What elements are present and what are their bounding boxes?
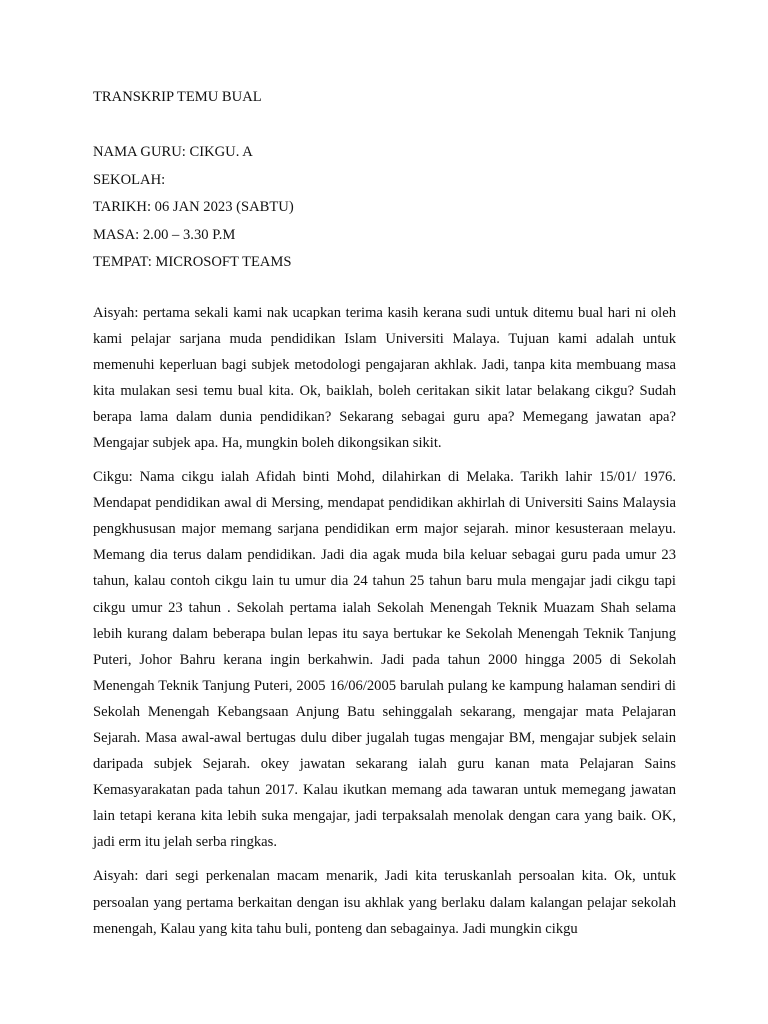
document-page (93, 84, 676, 950)
venue-line: TEMPAT: MICROSOFT TEAMS (93, 254, 292, 270)
transcript-paragraph-teacher-background: Cikgu: Nama cikgu ialah Afidah binti Mohd, dilahirkan di Melaka. Tarikh lahir 15/01/ 1976. Mendapat pendidikan awal di Mersing, mendapat pendidikan akhirlah di Universiti Sains Malaysia pengkhususan major memang sarjana pendidikan erm major sejarah. minor kesusteraan melayu. Memang dia terus dalam pendidikan. Jadi dia agak muda bila keluar sebagai guru pada umur 23 tahun, kalau contoh cikgu lain tu umur dia 24 tahun 25 tahun baru mula mengajar jadi cikgu tapi cikgu umur 23 tahun . Sekolah pertama ialah Sekolah Menengah Teknik Muazam Shah selama lebih kurang dalam beberapa bulan lepas itu saya bertukar ke Sekolah Menengah Teknik Tanjung Puteri, Johor Bahru kerana ingin berkahwin. Jadi pada tahun 2000 hingga 2005 di Sekolah Menengah Teknik Tanjung Puteri, 2005 16/06/2005 barulah pulang ke kampung halaman sendiri di Sekolah Menengah Kebangsaan Anjung Batu sehinggalah sekarang, mengajar mata Pelajaran Sejarah. Masa awal-awal bertugas dulu diber jugalah tugas mengajar BM, mengajar subjek selain daripada subjek Sejarah. okey jawatan sekarang ialah guru kanan mata Pelajaran Sains Kemasyarakatan pada tahun 2017. Kalau ikutkan memang ada tawaran untuk memegang jawatan lain tetapi kerana kita lebih suka mengajar, jadi terpaksalah menolak dengan cara yang baik. OK, jadi erm itu jelah serba ringkas. (93, 469, 676, 851)
time-line: MASA: 2.00 – 3.30 P.M (93, 226, 236, 243)
document-title: TRANSKRIP TEMU BUAL (93, 89, 262, 105)
interview-details (93, 139, 676, 277)
date-line: TARIKH: 06 JAN 2023 (SABTU) (93, 199, 294, 215)
transcript-paragraph-interviewer-intro: Aisyah: pertama sekali kami nak ucapkan terima kasih kerana sudi untuk ditemu bual hari ni oleh kami pelajar sarjana muda pendidikan Islam Universiti Malaya. Tujuan kami adalah untuk memenuhi keperluan bagi subjek metodologi pengajaran akhlak. Jadi, tanpa kita membuang masa kita mulakan sesi temu bual kita. Ok, baiklah, boleh ceritakan sikit latar belakang cikgu? Sudah berapa lama dalam dunia pendidikan? Sekarang sebagai guru apa? Memegang jawatan apa? Mengajar subjek apa. Ha, mungkin boleh dikongsikan sikit. (93, 304, 676, 451)
transcript-body (93, 300, 676, 942)
transcript-paragraph-interviewer-question: Aisyah: dari segi perkenalan macam menarik, Jadi kita teruskanlah persoalan kita. Ok, untuk persoalan yang pertama berkaitan dengan isu akhlak yang berlaku dalam kalangan pelajar sekolah menengah, Kalau yang kita tahu buli, ponteng dan sebagainya. Jadi mungkin cikgu (93, 868, 676, 937)
teacher-name-line: NAMA GURU: CIKGU. A (93, 144, 253, 160)
school-line: SEKOLAH: (93, 171, 166, 188)
